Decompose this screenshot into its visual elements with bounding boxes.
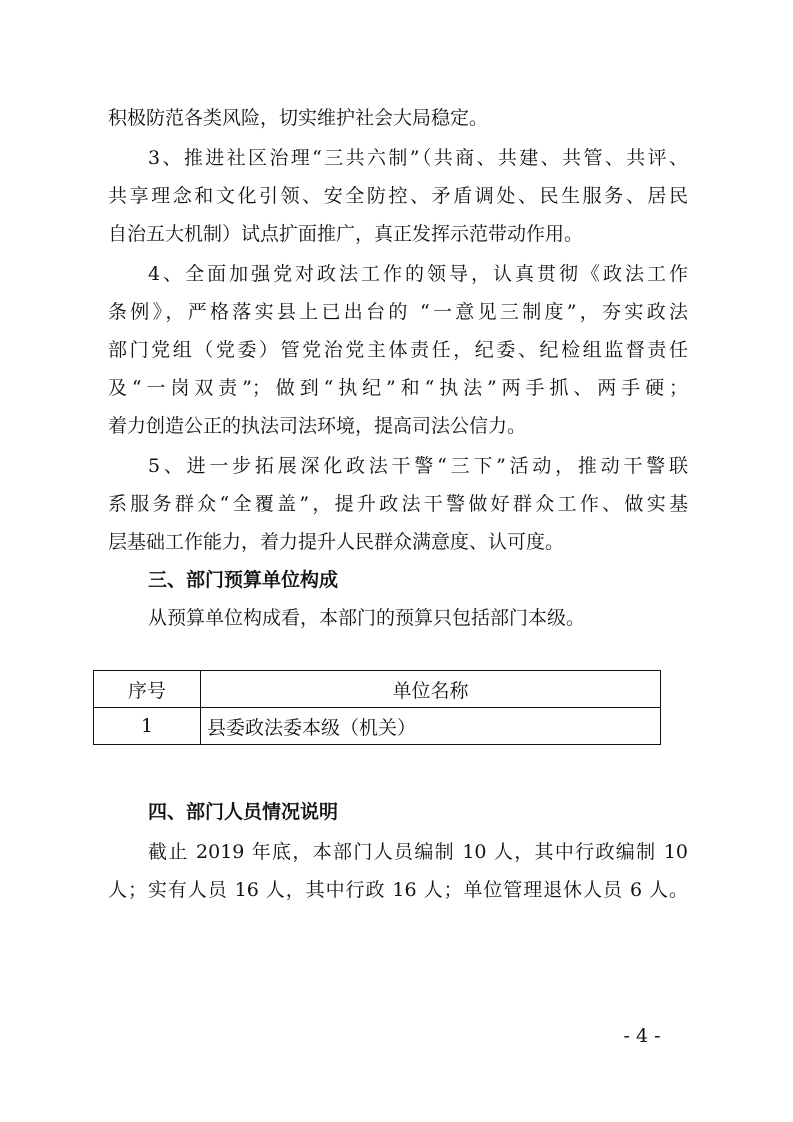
paragraph-line: 及“一岗双责”；做到“执纪”和“执法”两手抓、两手硬； [108,377,688,399]
section-heading: 四、部门人员情况说明 [148,801,339,823]
paragraph-line: 系服务群众“全覆盖”，提升政法干警做好群众工作、做实基 [108,493,688,515]
paragraph-line: 自治五大机制）试点扩面推广，真正发挥示范带动作用。 [108,223,584,245]
table-cell: 县委政法委本级（机关） [201,708,661,745]
paragraph-line: 共享理念和文化引领、安全防控、矛盾调处、民生服务、居民 [108,185,688,207]
paragraph-line: 条例》，严格落实县上已出台的 “一意见三制度”，夯实政法 [108,301,688,323]
paragraph-line: 5、进一步拓展深化政法干警“三下”活动，推动干警联 [148,455,688,477]
budget-units-table [93,670,661,745]
paragraph-line: 着力创造公正的执法司法环境，提高司法公信力。 [108,415,527,437]
table-header-cell: 序号 [94,671,201,708]
paragraph-line: 部门党组（党委）管党治党主体责任，纪委、纪检组监督责任 [108,339,688,361]
table-cell: 1 [94,708,201,745]
paragraph-line: 层基础工作能力，着力提升人民群众满意度、认可度。 [108,531,565,553]
paragraph-line: 从预算单位构成看，本部门的预算只包括部门本级。 [148,607,586,629]
page-number: - 4 - [623,1025,661,1047]
paragraph-line: 截止 2019 年底，本部门人员编制 10 人，其中行政编制 10 [148,841,688,863]
paragraph-line: 人；实有人员 16 人，其中行政 16 人；单位管理退休人员 6 人。 [108,879,688,901]
paragraph-line: 积极防范各类风险，切实维护社会大局稳定。 [108,107,489,129]
table-header-cell: 单位名称 [201,671,661,708]
paragraph-line: 3、推进社区治理“三共六制”（共商、共建、共管、共评、 [148,147,688,169]
table-row [94,708,661,745]
section-heading: 三、部门预算单位构成 [148,569,339,591]
paragraph-line: 4、全面加强党对政法工作的领导，认真贯彻《政法工作 [148,263,688,285]
table-header-row [94,671,661,708]
